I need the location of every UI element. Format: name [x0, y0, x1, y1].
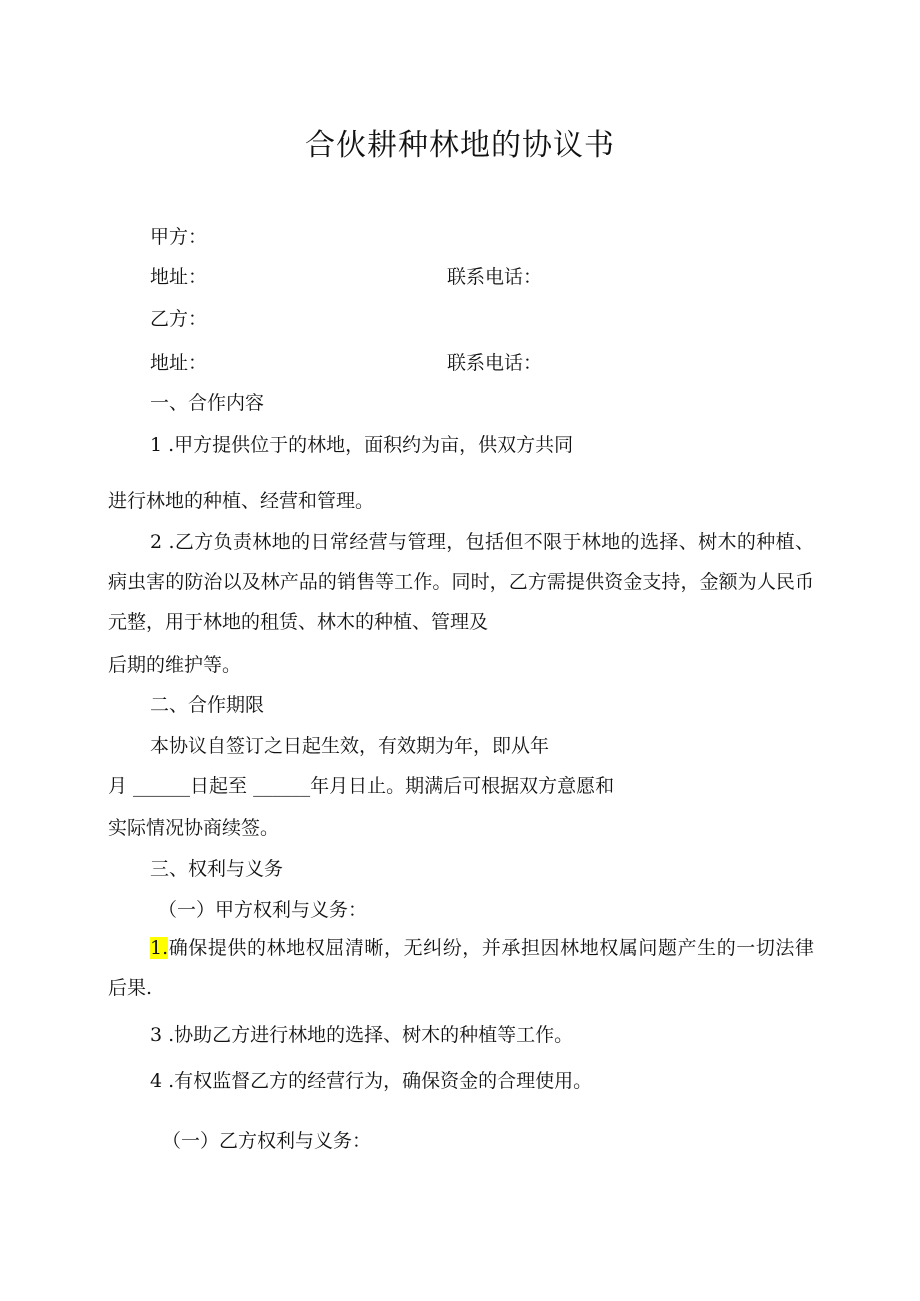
party-b-address-label: 地址：	[150, 352, 208, 374]
section-2-heading: 二、合作期限	[150, 694, 265, 716]
party-b-label: 乙方：	[150, 308, 208, 330]
section-1-item-2-last-line: 后期的维护等。	[108, 654, 242, 676]
section-2-line-1: 本协议自签订之日起生效，有效期为年，即从年	[150, 735, 550, 757]
section-1-heading: 一、合作内容	[150, 392, 265, 414]
party-a-duty-3: 3 .协助乙方进行林地的选择、树木的种植等工作。	[150, 1024, 574, 1046]
party-a-phone-label: 联系电话：	[447, 266, 543, 288]
party-a-duty-4: 4 .有权监督乙方的经营行为，确保资金的合理使用。	[150, 1070, 593, 1092]
section-2-line-3: 实际情况协商续签。	[108, 817, 280, 839]
party-a-duty-1	[108, 928, 814, 1008]
party-b-phone-label: 联系电话：	[447, 352, 543, 374]
party-a-label: 甲方：	[150, 226, 208, 248]
section-1-item-1-line-1: 1 .甲方提供位于的林地，面积约为亩，供双方共同	[150, 434, 574, 456]
party-a-duty-1-text: 确保提供的林地权屈清晰，无纠纷，并承担因林地权属问题产生的一切法律后果.	[108, 937, 814, 999]
section-1-item-1-line-2: 进行林地的种植、经营和管理。	[108, 490, 375, 512]
section-3-heading: 三、权利与义务	[150, 858, 284, 880]
document-title: 合伙耕种林地的协议书	[305, 128, 615, 163]
item-number-highlight: 1.	[150, 937, 169, 959]
party-a-address-label: 地址：	[150, 266, 208, 288]
party-b-duties-heading: （一）乙方权利与义务：	[162, 1130, 372, 1152]
party-a-duties-heading: （一）甲方权利与义务：	[158, 899, 368, 921]
section-1-item-2: 2 .乙方负责林地的日常经营与管理，包括但不限于林地的选择、树木的种植、病虫害的防治以及林产品的销售等工作。同时，乙方需提供资金支持，金额为人民币元整，用于林地的租赁、林木的种植、管理及	[108, 531, 814, 633]
section-2-line-2: 月 ______日起至 ______年月日止。期满后可根据双方意愿和	[108, 775, 615, 797]
